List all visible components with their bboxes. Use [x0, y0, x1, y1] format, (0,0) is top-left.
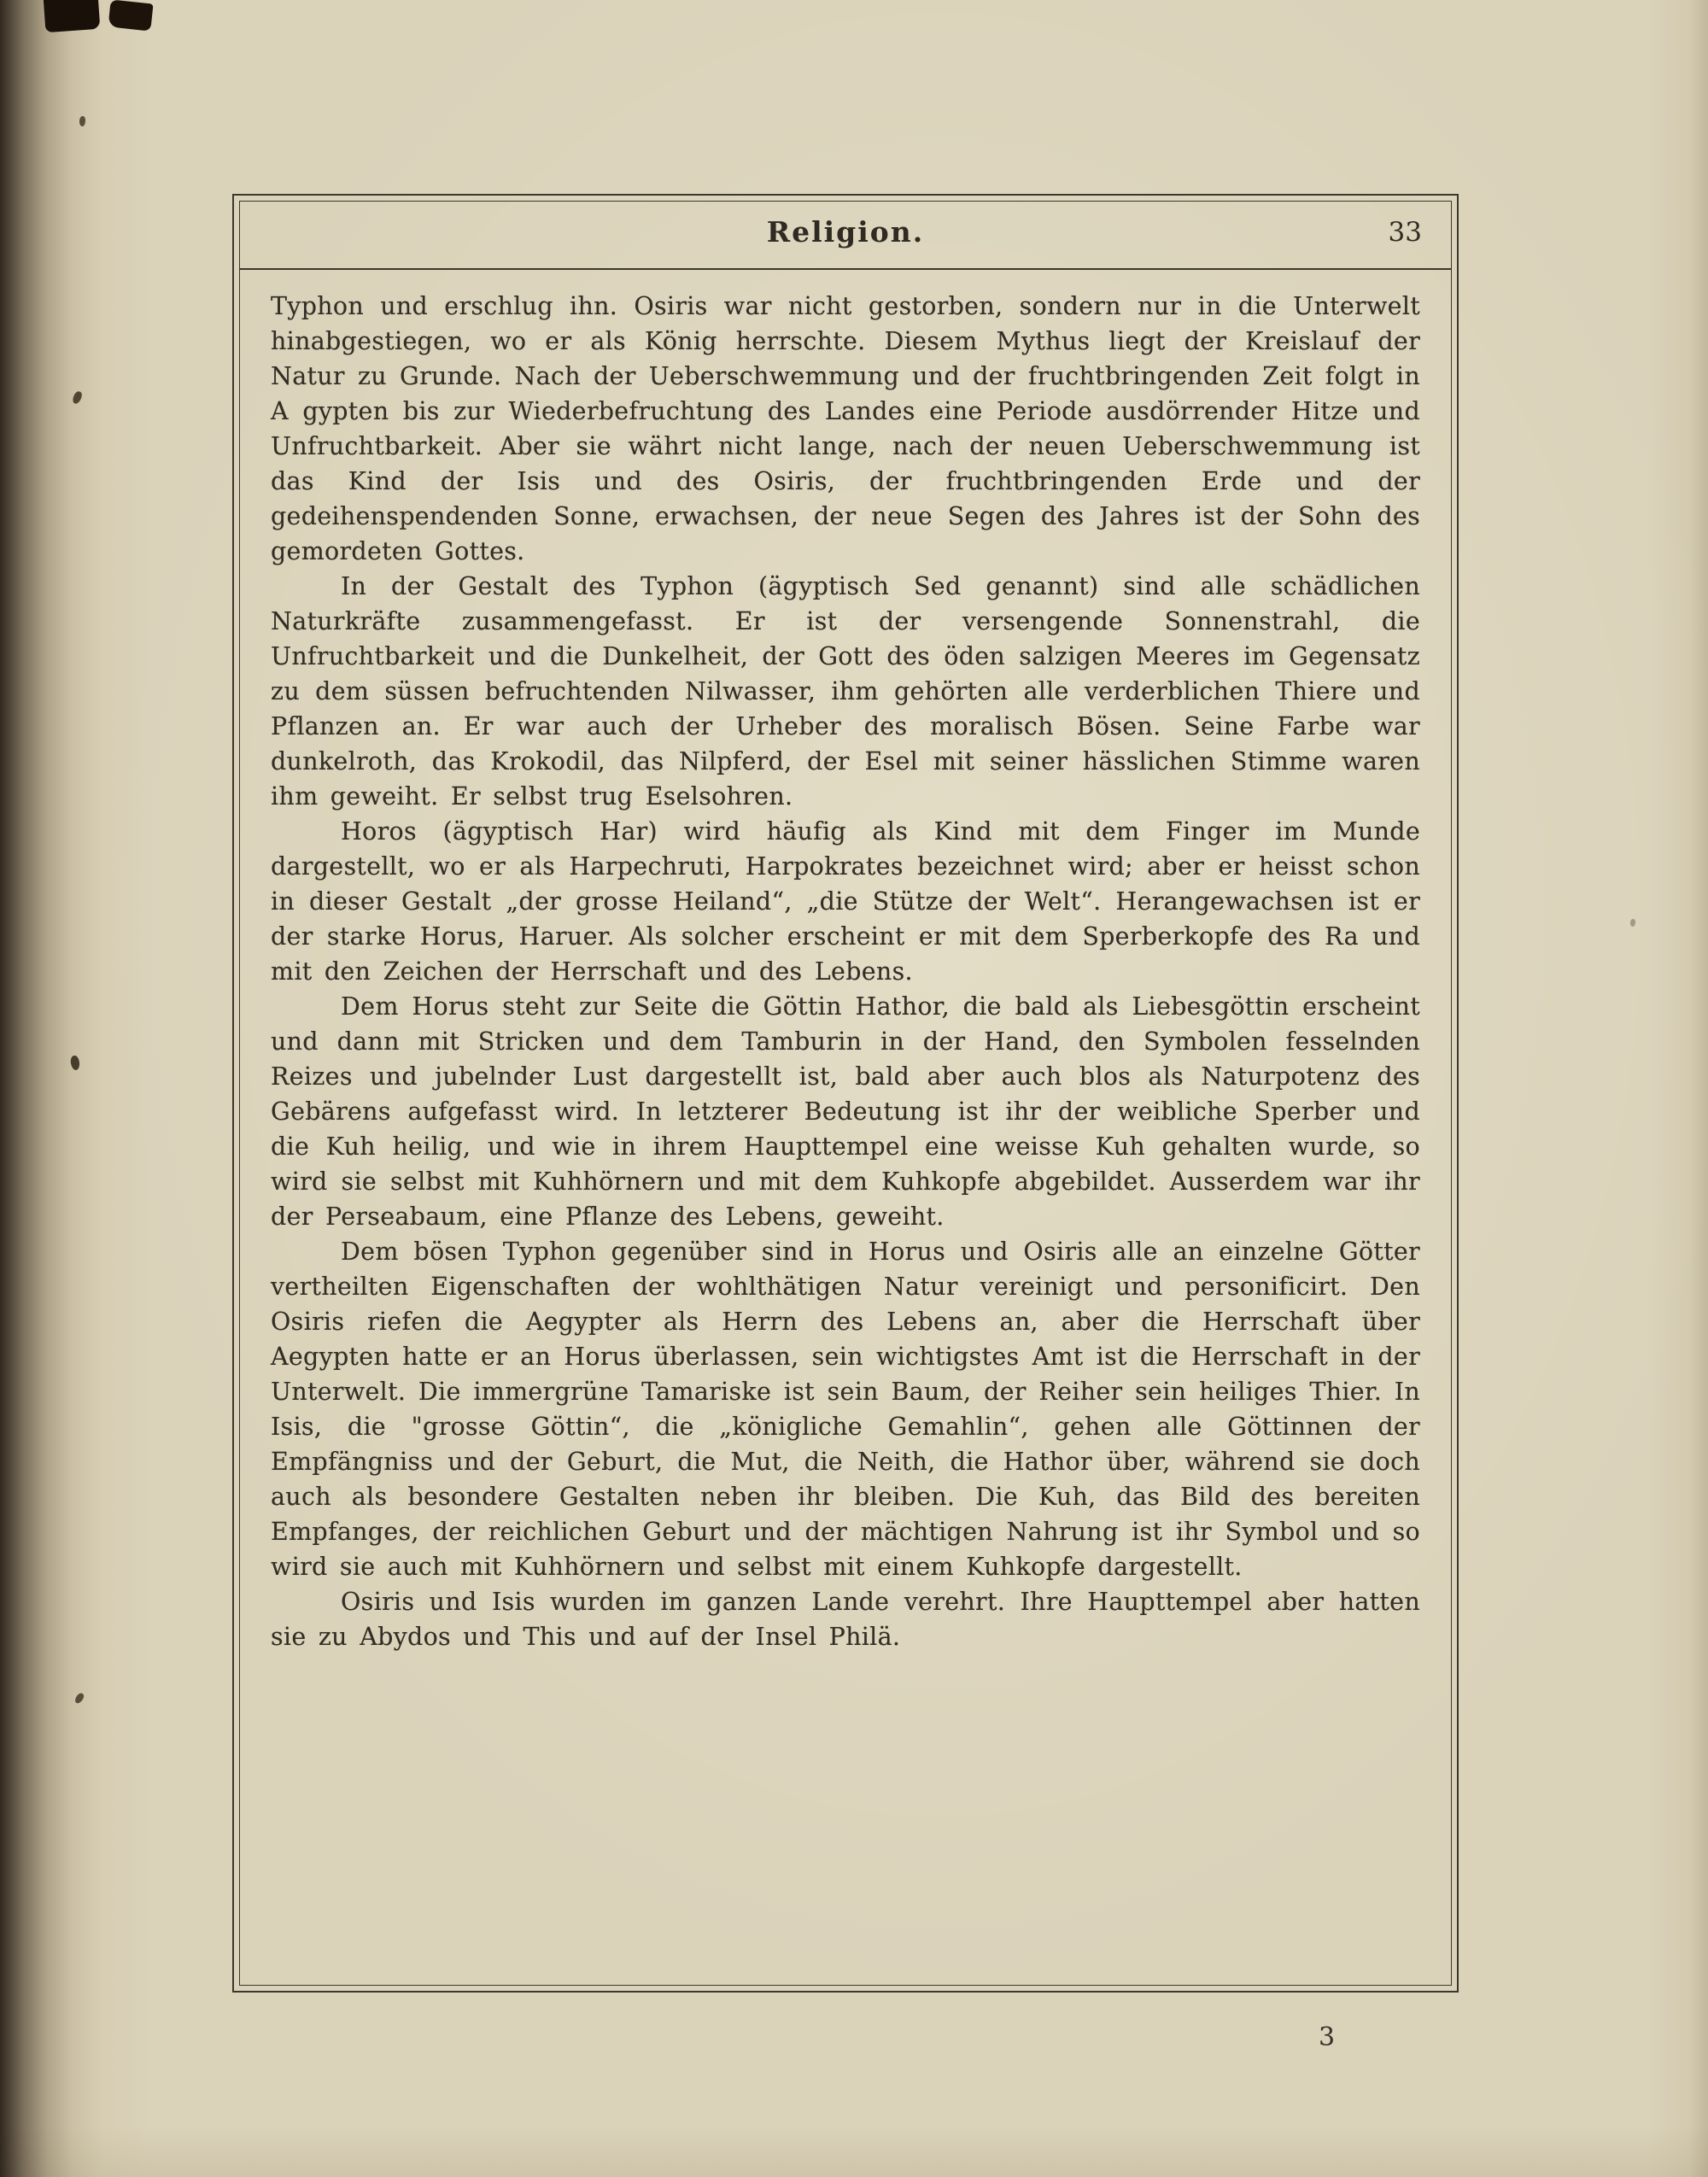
- binding-mark: [44, 0, 101, 32]
- page-frame: [232, 194, 1459, 1993]
- paragraph: Dem Horus steht zur Seite die Göttin Hathor, die bald als Liebesgöttin erscheint und dann mit Stricken und dem Tamburin in der Hand, den Symbolen fesselnden Reizes und jubelnder Lust dargestellt ist, bald aber auch blos als Naturpotenz des Gebärens aufgefasst wird. In letzterer Bedeutung ist ihr der weibliche Sperber und die Kuh heilig, und wie in ihrem Haupttempel eine weisse Kuh gehalten wurde, so wird sie selbst mit Kuhhörnern und mit dem Kuhkopfe abgebildet. Ausserdem war ihr der Perseabaum, eine Pflanze des Lebens, geweiht.: [271, 992, 1420, 1231]
- paper-speck: [69, 1055, 80, 1071]
- frame-inner: [239, 201, 1452, 1986]
- paragraph: Dem bösen Typhon gegenüber sind in Horus und Osiris alle an einzelne Götter vertheilten Eigenschaften der wohlthätigen Natur vereinigt und personificirt. Den Osiris riefen die Aegypter als Herrn des Lebens an, aber die Herrschaft über Aegypten hatte er an Horus überlassen, sein wichtigstes Amt ist die Herrschaft in der Unterwelt. Die immergrüne Tamariske ist sein Baum, der Reiher sein heiliges Thier. In Isis, die "grosse Göttin“, die „königliche Gemahlin“, gehen alle Göttinnen der Empfängniss und der Geburt, die Mut, die Neith, die Hathor über, während sie doch auch als besondere Gestalten neben ihr bleiben. Die Kuh, das Bild des bereiten Empfanges, der reichlichen Geburt und der mächtigen Nahrung ist ihr Symbol und so wird sie auch mit Kuhhörnern und selbst mit einem Kuhkopfe dargestellt.: [271, 1238, 1420, 1581]
- paper-speck: [1630, 919, 1635, 927]
- page-header: [240, 202, 1451, 270]
- paragraph: In der Gestalt des Typhon (ägyptisch Sed genannt) sind alle schädlichen Naturkräfte zusammengefasst. Er ist der versengende Sonnenstrahl, die Unfruchtbarkeit und die Dunkelheit, der Gott des öden salzigen Meeres im Gegensatz zu dem süssen befruchtenden Nilwasser, ihm gehörten alle verderblichen Thiere und Pflanzen an. Er war auch der Urheber des moralisch Bösen. Seine Farbe war dunkelroth, das Krokodil, das Nilpferd, der Esel mit seiner hässlichen Stimme waren ihm geweiht. Er selbst trug Eselsohren.: [271, 572, 1420, 811]
- signature-mark: 3: [1319, 2022, 1336, 2052]
- page-title: Religion.: [766, 215, 925, 249]
- paragraph: Typhon und erschlug ihn. Osiris war nicht gestorben, sondern nur in die Unterwelt hinabgestiegen, wo er als König herrschte. Diesem Mythus liegt der Kreislauf der Natur zu Grunde. Nach der Ueberschwemmung und der fruchtbringenden Zeit folgt in A gypten bis zur Wiederbefruchtung des Landes eine Periode ausdörrender Hitze und Unfruchtbarkeit. Aber sie währt nicht lange, nach der neuen Ueberschwemmung ist das Kind der Isis und des Osiris, der fruchtbringenden Erde und der gedeihenspendenden Sonne, erwachsen, der neue Segen des Jahres ist der Sohn des gemordeten Gottes.: [271, 292, 1420, 565]
- text-body: [240, 270, 1451, 1985]
- paragraph: Horos (ägyptisch Har) wird häufig als Kind mit dem Finger im Munde dargestellt, wo er als Harpechruti, Harpokrates bezeichnet wird; aber er heisst schon in dieser Gestalt „der grosse Heiland“, „die Stütze der Welt“. Herangewachsen ist er der starke Horus, Haruer. Als solcher erscheint er mit dem Sperberkopfe des Ra und mit den Zeichen der Herrschaft und des Lebens.: [271, 817, 1420, 986]
- page-number: 33: [1388, 217, 1422, 248]
- paper-speck: [73, 1692, 85, 1705]
- binding-mark: [108, 0, 153, 32]
- paragraph: Osiris und Isis wurden im ganzen Lande verehrt. Ihre Haupttempel aber hatten sie zu Abydos und This und auf der Insel Philä.: [271, 1588, 1420, 1651]
- paper-speck: [72, 390, 84, 405]
- paper-speck: [79, 116, 85, 126]
